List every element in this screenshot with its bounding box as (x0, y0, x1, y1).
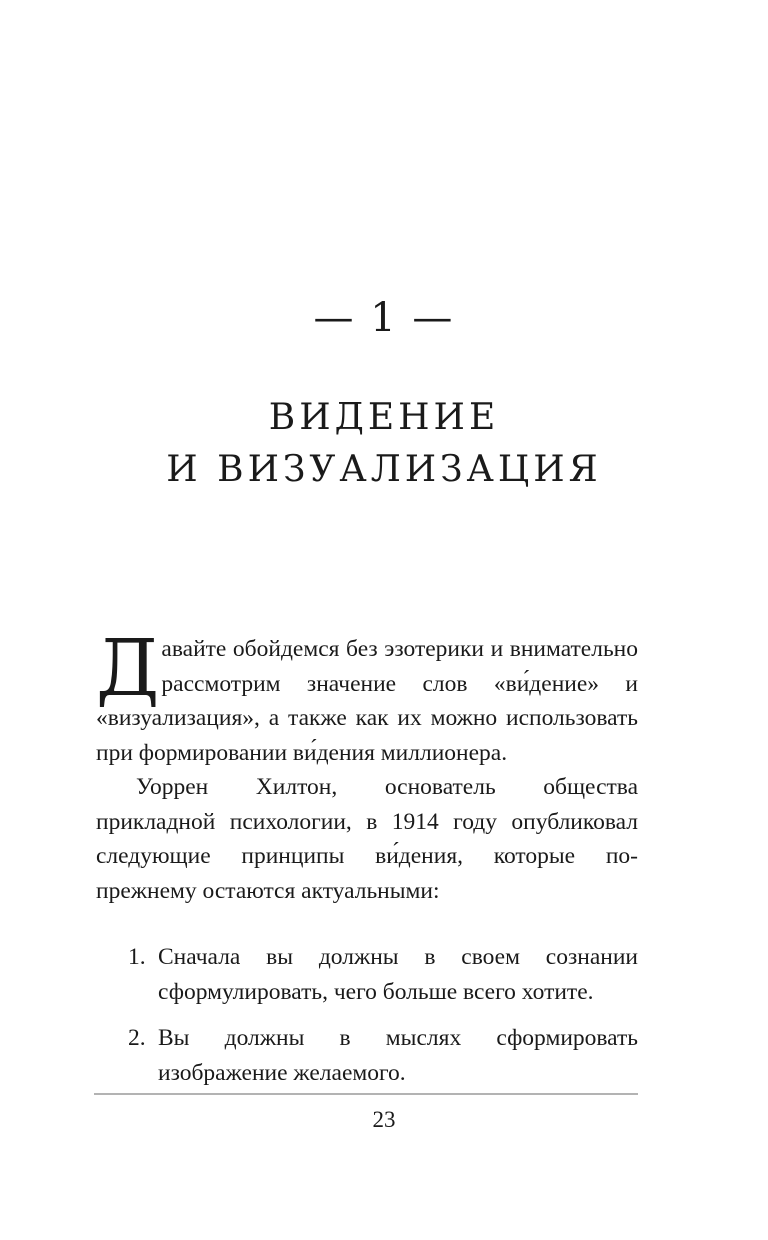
drop-cap: Д (96, 624, 160, 714)
list-item-text: Вы должны в мыслях сформировать изображение желаемого. (158, 1025, 638, 1086)
footer-divider (94, 1093, 638, 1095)
principles-list (96, 940, 638, 1090)
list-item-number: 2. (128, 1025, 146, 1051)
page-number: 23 (372, 1107, 396, 1132)
paragraph-1 (96, 624, 638, 770)
paragraph-2: Уоррен Хилтон, основатель общества прикладной психологии, в 1914 году опубликовал следующие принципы ви́дения, которые по-прежнему остаются актуальными: (96, 774, 638, 904)
list-item-number: 1. (128, 944, 146, 970)
list-item (96, 940, 638, 1009)
list-item (96, 1021, 638, 1090)
list-item-text: Сначала вы должны в своем сознании сформулировать, чего больше всего хотите. (158, 944, 638, 1005)
chapter-title-line-1: ВИДЕНИЕ (268, 397, 500, 438)
chapter-title (0, 392, 768, 496)
chapter-number: — 1 — (313, 295, 455, 341)
body-text (96, 624, 638, 1102)
chapter-title-line-2: И ВИЗУАЛИЗАЦИЯ (166, 449, 602, 490)
paragraph-1-text: авайте обойдемся без эзотерики и внимательно рассмотрим значение слов «ви́дение» и «визуализация», а также как их можно использовать при формировании ви́дения миллионера. (96, 636, 638, 766)
